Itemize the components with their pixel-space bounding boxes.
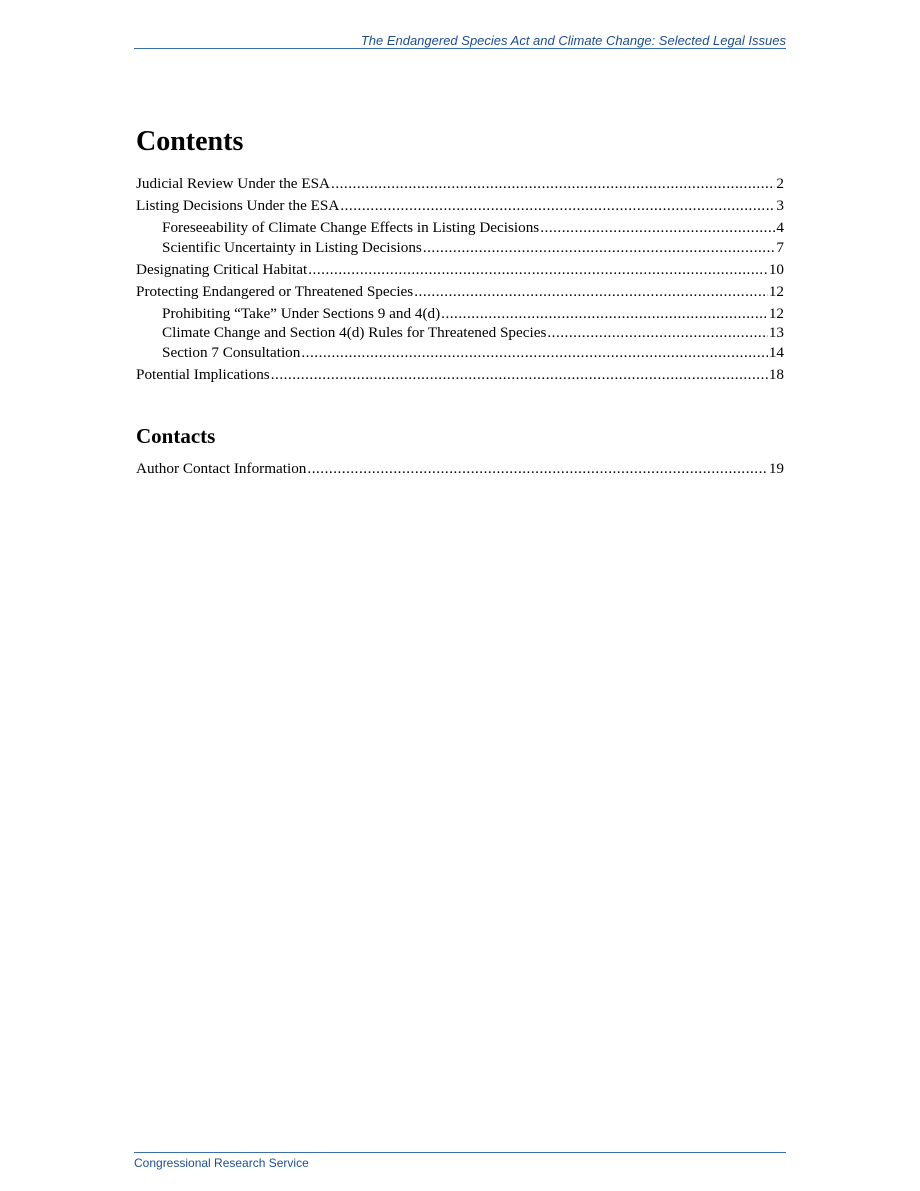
toc-entry-section-4d-rules[interactable] xyxy=(136,323,784,343)
toc-dot-leader xyxy=(331,174,775,194)
running-header xyxy=(134,31,786,49)
contents-heading: Contents xyxy=(136,126,244,157)
toc-dot-leader xyxy=(540,218,775,238)
toc-entry-title: Potential Implications xyxy=(136,365,270,383)
toc-dot-leader xyxy=(271,365,768,385)
toc-entry-page: 4 xyxy=(776,219,784,236)
toc-entry-page: 2 xyxy=(776,175,784,192)
toc-entry-page: 18 xyxy=(768,365,784,383)
toc-entry-title: Listing Decisions Under the ESA xyxy=(136,197,340,214)
toc-dot-leader xyxy=(308,260,768,280)
toc-entry-potential-implications[interactable] xyxy=(136,365,784,385)
running-footer xyxy=(134,1152,786,1171)
toc-entry-section-7-consultation[interactable] xyxy=(136,343,784,363)
toc-entry-title: Designating Critical Habitat xyxy=(136,260,308,278)
toc-dot-leader xyxy=(301,343,767,363)
toc-entry-author-contact[interactable] xyxy=(136,459,784,479)
toc-entry-title: Scientific Uncertainty in Listing Decisions xyxy=(162,238,422,256)
toc-entry-page: 12 xyxy=(768,282,784,300)
toc-dot-leader xyxy=(423,238,776,258)
toc-entry-page: 12 xyxy=(768,304,784,322)
toc-entry-page: 7 xyxy=(776,238,784,256)
toc-dot-leader xyxy=(414,282,768,302)
contacts-heading: Contacts xyxy=(136,424,216,448)
toc-dot-leader xyxy=(547,323,767,343)
toc-entry-title: Prohibiting “Take” Under Sections 9 and 4(d) xyxy=(162,304,441,322)
toc-entry-page: 3 xyxy=(776,197,784,214)
toc-entry-protecting-species[interactable] xyxy=(136,282,784,302)
toc-entry-prohibiting-take[interactable] xyxy=(136,304,784,324)
toc-entry-listing-decisions[interactable] xyxy=(136,196,784,216)
toc-entry-title: Foreseeability of Climate Change Effects in Listing Decisions xyxy=(162,219,540,236)
toc-entry-title: Climate Change and Section 4(d) Rules for Threatened Species xyxy=(162,324,547,341)
toc-entry-page: 14 xyxy=(768,343,784,361)
toc-entry-page: 10 xyxy=(768,260,784,278)
footer-organization: Congressional Research Service xyxy=(134,1156,309,1170)
contacts-list xyxy=(136,459,784,479)
toc-dot-leader xyxy=(340,196,775,216)
toc-dot-leader xyxy=(307,459,767,479)
toc-entry-title: Protecting Endangered or Threatened Species xyxy=(136,282,414,300)
toc-dot-leader xyxy=(441,304,768,324)
toc-entry-judicial-review[interactable] xyxy=(136,174,784,194)
toc-entry-foreseeability[interactable] xyxy=(136,218,784,238)
table-of-contents xyxy=(136,174,784,384)
toc-entry-title: Section 7 Consultation xyxy=(162,343,301,361)
toc-entry-critical-habitat[interactable] xyxy=(136,260,784,280)
toc-entry-title: Author Contact Information xyxy=(136,460,307,477)
toc-entry-title: Judicial Review Under the ESA xyxy=(136,175,331,192)
running-header-title: The Endangered Species Act and Climate Change: Selected Legal Issues xyxy=(360,33,786,48)
toc-entry-scientific-uncertainty[interactable] xyxy=(136,238,784,258)
toc-entry-page: 13 xyxy=(768,324,784,341)
toc-entry-page: 19 xyxy=(768,460,784,477)
